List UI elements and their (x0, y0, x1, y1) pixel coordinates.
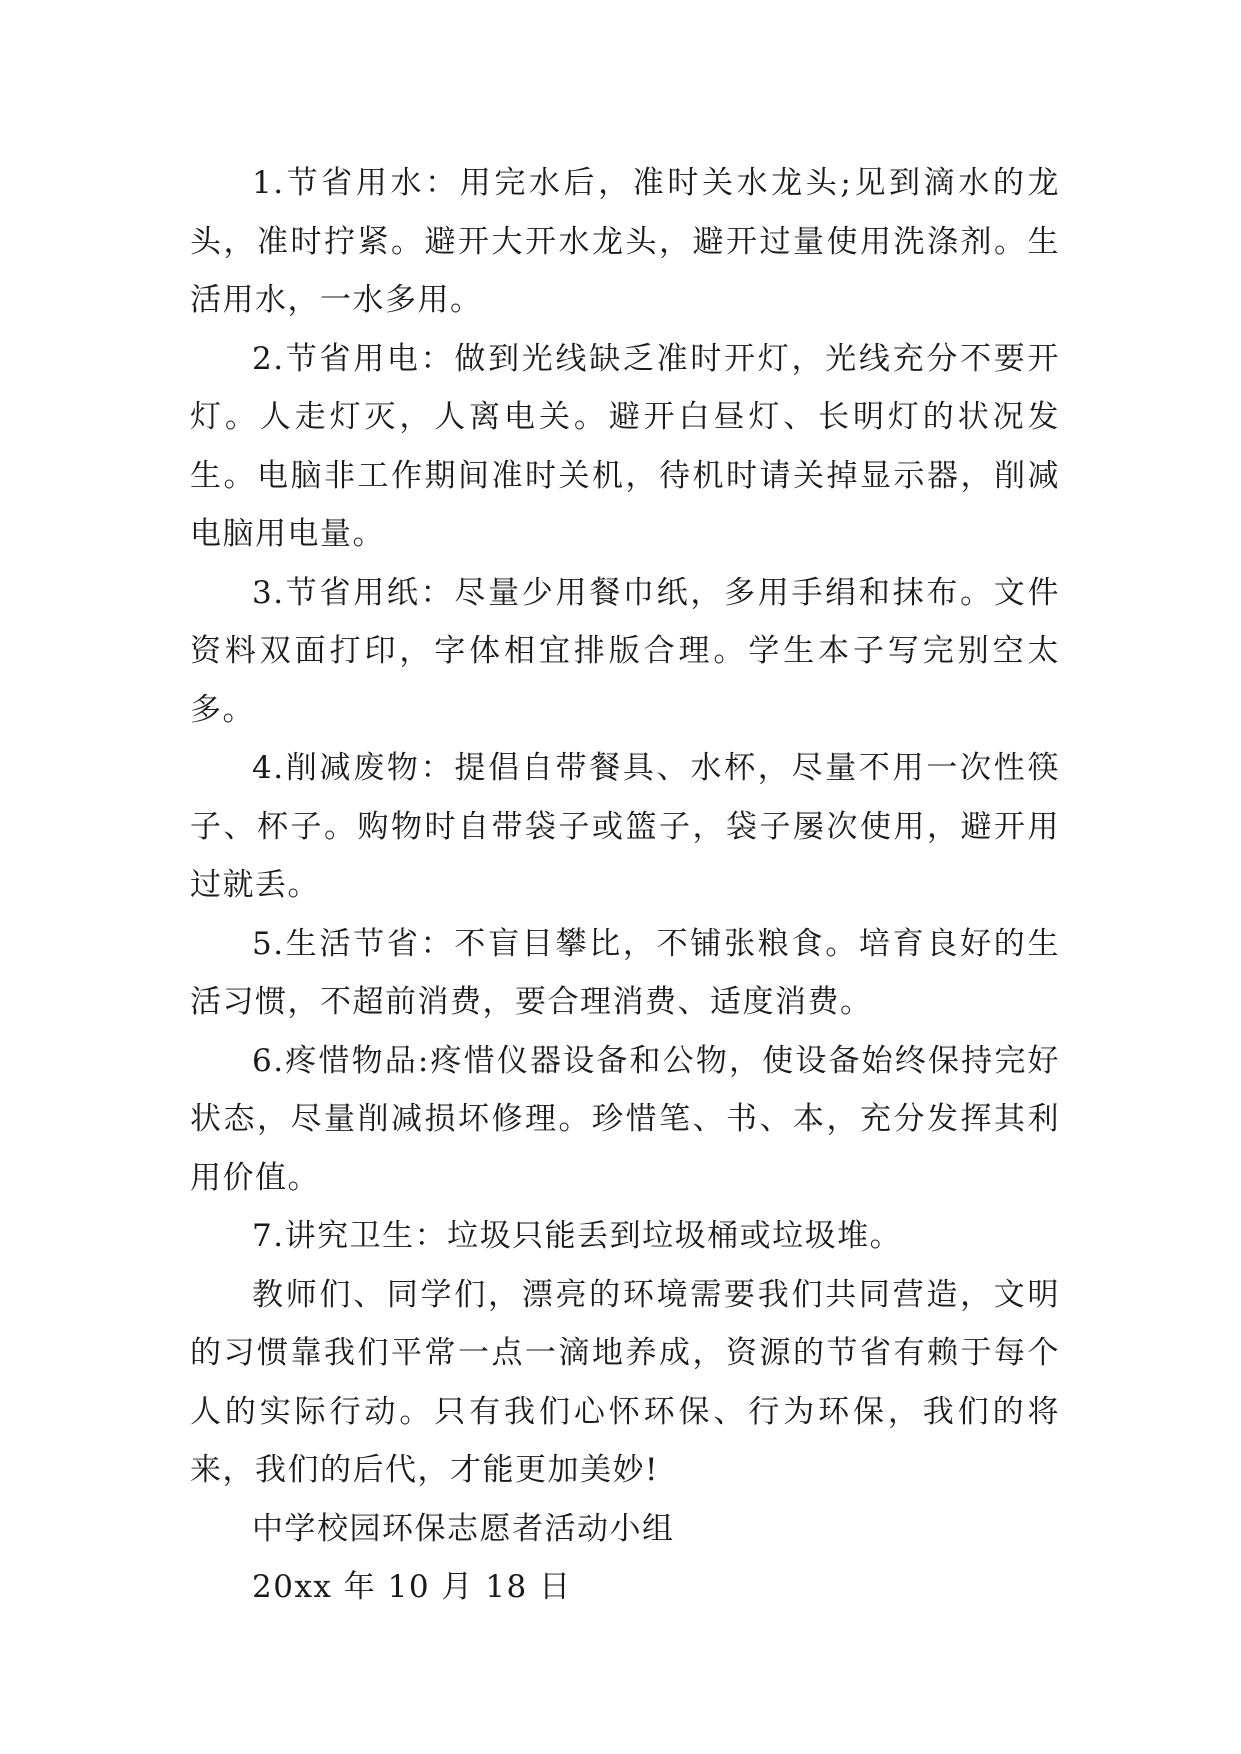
tip-living: 5.生活节省：不盲目攀比，不铺张粮食。培育良好的生活习惯，不超前消费，要合理消费、适度消费。 (190, 925, 1060, 1020)
date: 20xx 年 10 月 18 日 (252, 1569, 572, 1605)
document-body (190, 154, 1060, 1617)
tip-paper: 3.节省用纸：尽量少用餐巾纸，多用手绢和抹布。文件资料双面打印，字体相宜排版合理。学生本子写完别空太多。 (190, 574, 1060, 728)
tip-hygiene: 7.讲究卫生：垃圾只能丢到垃圾桶或垃圾堆。 (252, 1218, 903, 1254)
tip-water: 1.节省用水：用完水后，准时关水龙头;见到滴水的龙头，准时拧紧。避开大开水龙头，避开过量使用洗涤剂。生活用水，一水多用。 (190, 165, 1060, 318)
tip-electricity: 2.节省用电：做到光线缺乏准时开灯，光线充分不要开灯。人走灯灭，人离电关。避开白昼灯、长明灯的状况发生。电脑非工作期间准时关机，待机时请关掉显示器，削减电脑用电量。 (190, 340, 1060, 552)
tip-waste: 4.削减废物：提倡自带餐具、水杯，尽量不用一次性筷子、杯子。购物时自带袋子或篮子，袋子屡次使用，避开用过就丢。 (190, 750, 1060, 903)
closing-paragraph: 教师们、同学们，漂亮的环境需要我们共同营造，文明的习惯靠我们平常一点一滴地养成，资源的节省有赖于每个人的实际行动。只有我们心怀环保、行为环保，我们的将来，我们的后代，才能更加美妙! (190, 1276, 1060, 1488)
tip-property: 6.疼惜物品:疼惜仪器设备和公物，使设备始终保持完好状态，尽量削减损坏修理。珍惜笔、书、本，充分发挥其利用价值。 (190, 1042, 1060, 1196)
signature: 中学校园环保志愿者活动小组 (252, 1510, 675, 1547)
